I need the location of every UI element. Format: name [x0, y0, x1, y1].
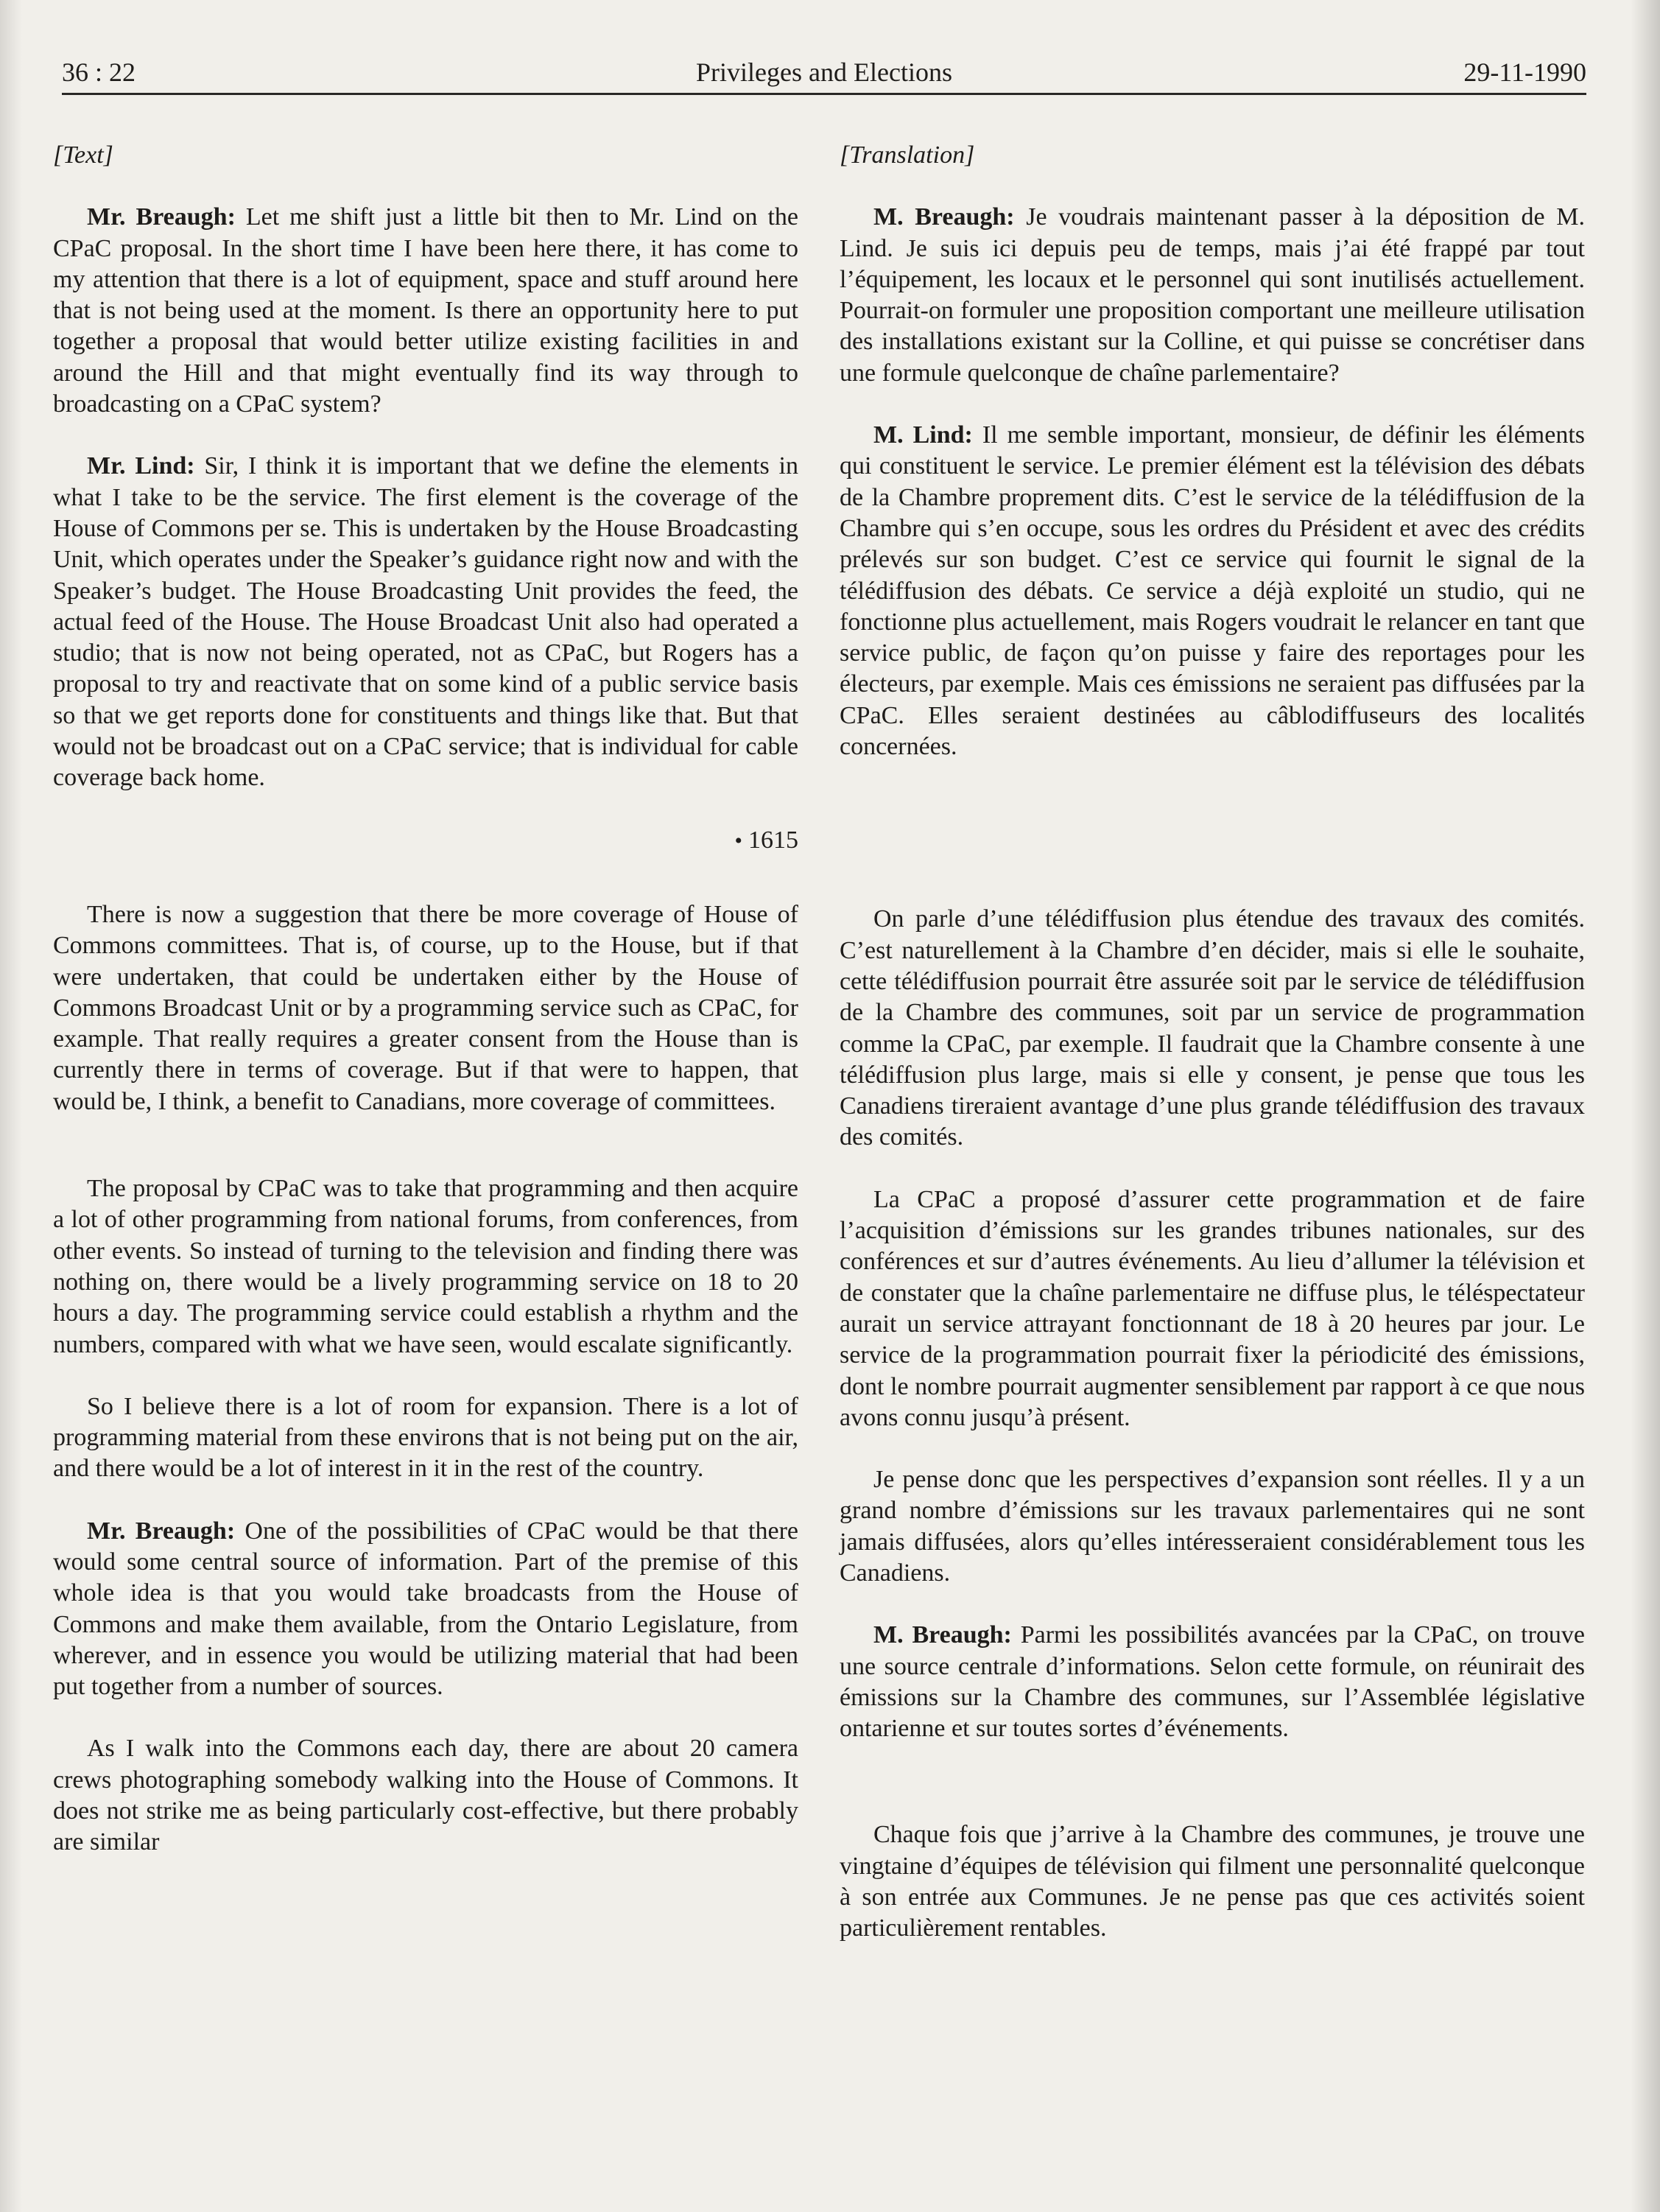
paragraph: So I believe there is a lot of room for expansion. There is a lot of programming material from these environs that is not being put on the air, and there would be a lot of interest in it in the rest of the country. — [53, 1392, 798, 1483]
paragraph: Je pense donc que les perspectives d’expansion sont réelles. Il y a un grand nombre d’émissions sur les travaux parlementaires qui ne sont jamais diffusées, alors qu’elles intéresseraient considérablement tous les Canadiens. — [840, 1466, 1585, 1587]
bullet-icon: • — [734, 828, 742, 853]
paragraph — [53, 451, 798, 793]
speech-text: Let me shift just a little bit then to Mr. Lind on the CPaC proposal. In the short time I have been here there, it has come to my attention that there is a lot of equipment, space and stuff around here that is not being used at the moment. Is there an opportunity here to put together a proposal that would better utilize existing facilities in and around the Hill and that might eventually find its way through to broadcasting on a CPaC system? — [53, 203, 798, 418]
time-marker — [53, 825, 798, 857]
edge-shadow — [1631, 0, 1660, 2212]
translation-label: [Translation] — [840, 141, 975, 169]
speaker-name: Mr. Breaugh: — [87, 203, 236, 231]
paragraph: La CPaC a proposé d’assurer cette programmation et de faire l’acquisition d’émissions sur les grandes tribunes nationales, sur des conférences et sur d’autres événements. Au lieu d’allumer la télévision et de constater que la chaîne parlementaire ne diffuse plus, le téléspectateur aurait un service attrayant fonctionnant de 18 à 20 heures par jour. Le service de la programmation pourrait fixer la périodicité des émissions, dont le nombre pourrait augmenter sensiblement par rapport à ce que nous avons connu jusqu’à présent. — [840, 1185, 1585, 1431]
header-date: 29-11-1990 — [1463, 57, 1586, 87]
page-number: 36 : 22 — [62, 57, 136, 87]
text-label: [Text] — [53, 141, 113, 169]
speaker-name: Mr. Breaugh: — [87, 1517, 236, 1545]
header-title: Privileges and Elections — [696, 57, 952, 87]
speech-text: Il me semble important, monsieur, de définir les éléments qui constituent le service. Le premier élément est la télévision des débats de la Chambre proprement dits. C’est le service de la télédiffusion de la Chambre qui s’en occupe, sous les ordres du Président et avec des crédits prélevés sur son budget. C’est ce service qui fournit le signal de la télédiffusion des débats. Ce service a déjà exploité un studio, qui ne fonctionne plus actuellement, mais Rogers voudrait le relancer en tant que service public, de façon qu’on puisse y faire des reportages pour les électeurs, par exemple. Mais ces émissions ne seraient pas diffusées par la CPaC. Elles seraient destinées au câblodiffuseurs des localités concernées. — [840, 421, 1585, 761]
speaker-name: M. Lind: — [873, 421, 973, 449]
paragraph — [840, 420, 1585, 762]
paragraph — [53, 202, 798, 420]
page-header — [62, 55, 1586, 95]
speech-text: Sir, I think it is important that we define the elements in what I take to be the service. The first element is the coverage of the House of Commons per se. This is undertaken by the House Broadcasting Unit, which operates under the Speaker’s guidance right now and with the Speaker’s budget. The House Broadcasting Unit provides the feed, the actual feed of the House. The House Broadcast Unit also had operated a studio; that is now not being operated, not as CPaC, but Rogers has a proposal to try and reactivate that on some kind of a public service basis so that we get reports done for constituents and things like that. But that would not be broadcast out on a CPaC service; that is individual for cable coverage back home. — [53, 452, 798, 792]
paragraph: The proposal by CPaC was to take that programming and then acquire a lot of other programming from national forums, from conferences, from other events. So instead of turning to the television and finding there was nothing on, there would be a lively programming service on 18 to 20 hours a day. The programming service could establish a rhythm and the numbers, compared with what we have seen, would escalate significantly. — [53, 1175, 798, 1358]
english-column — [53, 140, 798, 1889]
paragraph: Chaque fois que j’arrive à la Chambre des communes, je trouve une vingtaine d’équipes de télévision qui filment une personnalité quelconque à son entrée aux Communes. Je ne pense pas que ces activités soient particulièrement rentables. — [840, 1821, 1585, 1942]
paragraph — [53, 1516, 798, 1703]
speech-text: One of the possibilities of CPaC would be that there would some central source of information. Part of the premise of this whole idea is that you would take broadcasts from the House of Commons and make them available, from the Ontario Legislature, from wherever, and in essence you would be utilizing material that had been put together from a number of sources. — [53, 1517, 799, 1701]
speech-text: Je voudrais maintenant passer à la déposition de M. Lind. Je suis ici depuis peu de temps, mais j’ai été frappé par tout l’équipement, les locaux et le personnel qui sont inutilisés actuellement. Pourrait-on formuler une proposition comportant une meilleure utilisation des installations existant sur la Colline, et qui puisse se concrétiser dans une formule quelconque de chaîne parlementaire? — [840, 203, 1585, 387]
paragraph: As I walk into the Commons each day, there are about 20 camera crews photographing somebody walking into the House of Commons. It does not strike me as being particularly cost-effective, but there probably are similar — [53, 1735, 798, 1856]
speaker-name: Mr. Lind: — [87, 452, 195, 480]
paragraph: On parle d’une télédiffusion plus étendue des travaux des comités. C’est naturellement à la Chambre d’en décider, mais si elle le souhaite, cette télédiffusion pourrait être assurée soit par le service de télédiffusion de la Chambre des communes, soit par un service de programmation comme la CPaC, par exemple. Il faudrait que la Chambre consente à une télédiffusion plus large, mais si elle y consent, je pense que tous les Canadiens tireraient avantage d’une plus grande télédiffusion des travaux des comités. — [840, 905, 1585, 1151]
paragraph: There is now a suggestion that there be more coverage of House of Commons committees. That is, of course, up to the House, but if that were undertaken, that could be undertaken either by the House of Commons Broadcast Unit or by a programming service such as CPaC, for example. That really requires a greater consent from the House than is currently there in terms of coverage. But if that were to happen, that would be, I think, a benefit to Canadians, more coverage of committees. — [53, 900, 798, 1115]
binding-shadow — [0, 0, 22, 2212]
time-value: 1615 — [748, 826, 798, 854]
paragraph — [840, 202, 1585, 389]
speaker-name: M. Breaugh: — [873, 1621, 1012, 1649]
french-column — [840, 140, 1585, 1976]
speech-text: Parmi les possibilités avancées par la CPaC, on trouve une source centrale d’informations. Selon cette formule, on réunirait des émissions sur la Chambre des communes, sur l’Assemblée législative ontarienne et sur toutes sortes d’événements. — [840, 1621, 1585, 1743]
paragraph — [840, 1620, 1585, 1744]
speaker-name: M. Breaugh: — [873, 203, 1015, 231]
